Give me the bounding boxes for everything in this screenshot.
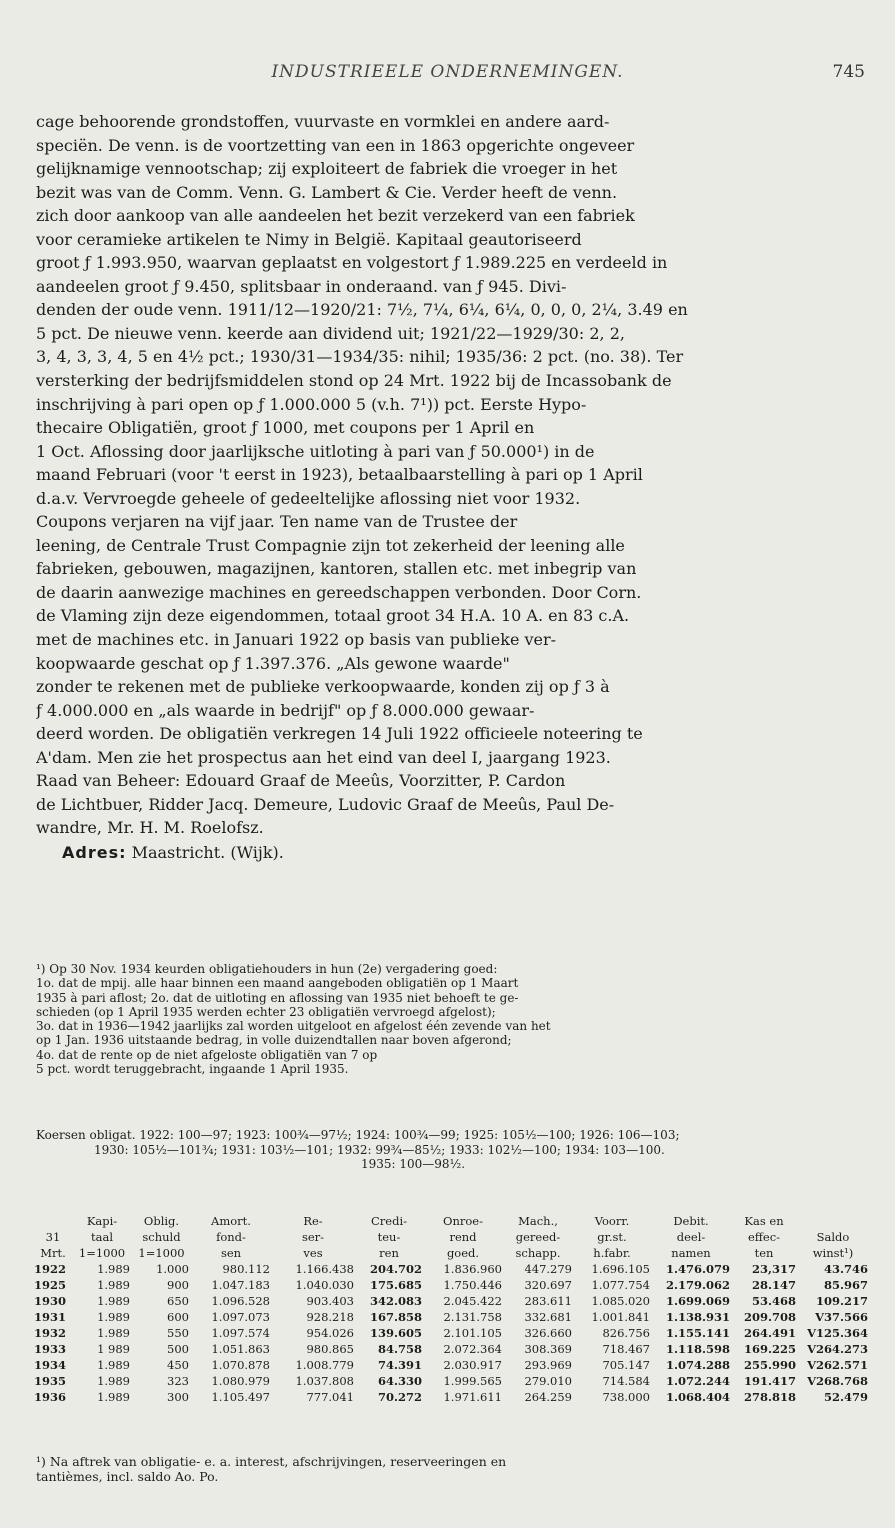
table-cell: 1.971.611	[443, 1390, 502, 1404]
text-line: d.a.v. Vervroegde geheele of gedeeltelijke aflossing niet voor 1932.	[36, 488, 581, 508]
table-cell: 447.279	[524, 1262, 572, 1276]
footnote-line: 1o. dat de mpij. alle haar binnen een maand aangeboden obligatiën op 1 Maart	[36, 976, 519, 991]
table-cell: 954.026	[306, 1326, 354, 1340]
table-row	[34, 1389, 868, 1405]
table-cell: 1936	[34, 1390, 67, 1404]
text-line: leening, de Centrale Trust Compagnie zijn tot zekerheid der leening alle	[36, 535, 625, 555]
table-row	[34, 1325, 868, 1341]
table-header-cell: Onroe-	[443, 1214, 483, 1228]
text-line: zonder te rekenen met de publieke verkoopwaarde, konden zij op ƒ 3 à	[36, 677, 610, 697]
text-line: Coupons verjaren na vijf jaar. Ten name van de Trustee der	[36, 512, 518, 532]
table-cell: V268.768	[807, 1374, 868, 1388]
table-footnote	[36, 1454, 868, 1484]
table-cell: 2.072.364	[443, 1342, 502, 1356]
table-header-cell: Kas en	[744, 1214, 784, 1228]
body-text	[36, 110, 866, 866]
table-cell: 1.989	[97, 1310, 130, 1324]
table-header-cell: Saldo	[816, 1230, 850, 1244]
table-cell: V264.273	[807, 1342, 868, 1356]
text-line: de Vlaming zijn deze eigendommen, totaal groot 34 H.A. 10 A. en 83 c.A.	[36, 606, 630, 626]
table-cell: 52.479	[823, 1390, 868, 1404]
table-cell: 53.468	[751, 1294, 796, 1308]
table-cell: 777.041	[306, 1390, 354, 1404]
table-cell: 1922	[34, 1262, 67, 1276]
text-line: koopwaarde geschat op ƒ 1.397.376. „Als gewone waarde"	[36, 653, 510, 673]
table-cell: 980.865	[306, 1342, 354, 1356]
table-row	[34, 1261, 868, 1277]
text-line: zich door aankoop van alle aandeelen het bezit verzekerd van een fabriek	[36, 206, 635, 226]
table-cell: 1935	[34, 1374, 67, 1388]
table-cell: 323	[167, 1374, 189, 1388]
table-cell: 204.702	[369, 1262, 422, 1276]
table-header-cell: effec-	[747, 1230, 781, 1244]
text-line: bezit was van de Comm. Venn. G. Lambert & Cie. Verder heeft de venn.	[36, 182, 618, 202]
table-cell: 1.155.141	[665, 1326, 730, 1340]
table-cell: 550	[167, 1326, 189, 1340]
table-cell: 74.391	[377, 1358, 422, 1372]
table-cell: 2.045.422	[443, 1294, 502, 1308]
table-header-cell: winst¹)	[812, 1246, 854, 1260]
table-cell: V37.566	[815, 1310, 868, 1324]
footnote-line: 3o. dat in 1936—1942 jaarlijks zal worden uitgeloot en afgelost één zevende van het	[36, 1019, 551, 1034]
table-cell: 209.708	[743, 1310, 796, 1324]
text-line: wandre, Mr. H. M. Roelofsz.	[36, 818, 264, 838]
table-footnote-line: ¹) Na aftrek van obligatie- e. a. interest, afschrijvingen, reserveeringen en	[36, 1454, 507, 1469]
table-header-cell: h.fabr.	[593, 1246, 631, 1260]
table-cell: 1.118.598	[665, 1342, 730, 1356]
table-cell: 718.467	[602, 1342, 650, 1356]
table-header-cell: Oblig.	[143, 1214, 180, 1228]
table-cell: 600	[167, 1310, 189, 1324]
table-cell: 1.085.020	[591, 1294, 650, 1308]
table-cell: 1.096.528	[211, 1294, 270, 1308]
table-cell: 1.077.754	[591, 1278, 650, 1292]
table-header-cell: ren	[379, 1246, 399, 1260]
table-header-cell: 31	[45, 1230, 61, 1244]
table-cell: 255.990	[743, 1358, 796, 1372]
table-header-row	[34, 1229, 868, 1245]
table-cell: 2.131.758	[443, 1310, 502, 1324]
table-cell: 1.989	[97, 1294, 130, 1308]
table-cell: 1.989	[97, 1374, 130, 1388]
table-cell: 1931	[34, 1310, 67, 1324]
table-cell: 169.225	[743, 1342, 796, 1356]
table-header-cell: gr.st.	[597, 1230, 627, 1244]
table-header-cell: Credi-	[370, 1214, 408, 1228]
table-cell: 1.000	[156, 1262, 189, 1276]
table-header-cell: 1=1000	[138, 1246, 185, 1260]
table-header-cell: schapp.	[515, 1246, 561, 1260]
table-cell: 1.166.438	[295, 1262, 354, 1276]
table-cell: 1.080.979	[211, 1374, 270, 1388]
table-row	[34, 1309, 868, 1325]
balance-table	[34, 1213, 868, 1405]
footnote-line: 4o. dat de rente op de niet afgeloste obligatiën van 7 op	[36, 1047, 378, 1062]
table-header-cell: ves	[303, 1246, 323, 1260]
table-cell: 450	[167, 1358, 189, 1372]
footnote-line: schieden (op 1 April 1935 werden echter 23 obligatiën vervroegd afgelost);	[36, 1004, 496, 1019]
table-footnote-line: tantièmes, incl. saldo Ao. Po.	[36, 1469, 219, 1484]
table-cell: 1925	[34, 1278, 67, 1292]
text-line: versterking der bedrijfsmiddelen stond op 24 Mrt. 1922 bij de Incassobank de	[36, 371, 672, 391]
table-cell: 1.001.841	[591, 1310, 650, 1324]
footnote-block	[36, 962, 868, 1076]
text-line: Raad van Beheer: Edouard Graaf de Meeûs, Voorzitter, P. Cardon	[36, 771, 566, 791]
table-cell: 1.051.863	[211, 1342, 270, 1356]
address-value: Maastricht. (Wijk).	[131, 842, 284, 862]
table-header-cell: 1=1000	[78, 1246, 126, 1260]
table-cell: 283.611	[524, 1294, 572, 1308]
table-cell: 109.217	[815, 1294, 868, 1308]
table-cell: 85.967	[823, 1278, 868, 1292]
footnote-line: 5 pct. wordt teruggebracht, ingaande 1 April 1935.	[36, 1062, 349, 1077]
table-header-cell: gereed-	[515, 1230, 561, 1244]
text-line: voor ceramieke artikelen te Nimy in België. Kapitaal geautoriseerd	[36, 229, 582, 249]
table-cell: 1.074.288	[665, 1358, 730, 1372]
table-header-cell: namen	[671, 1246, 711, 1260]
table-cell: 332.681	[524, 1310, 572, 1324]
text-line: de Lichtbuer, Ridder Jacq. Demeure, Ludovic Graaf de Meeûs, Paul De-	[36, 794, 615, 814]
text-line: groot ƒ 1.993.950, waarvan geplaatst en volgestort ƒ 1.989.225 en verdeeld in	[36, 253, 668, 273]
table-header-cell: taal	[90, 1230, 113, 1244]
table-cell: 928.218	[306, 1310, 354, 1324]
table-cell: 705.147	[602, 1358, 650, 1372]
table-cell: 43.746	[823, 1262, 868, 1276]
table-cell: 903.403	[306, 1294, 354, 1308]
table-cell: 28.147	[751, 1278, 796, 1292]
table-header-cell: Mrt.	[40, 1246, 66, 1260]
table-cell: 320.697	[524, 1278, 572, 1292]
table-cell: 1.068.404	[665, 1390, 730, 1404]
table-cell: 139.605	[369, 1326, 422, 1340]
address-line	[36, 840, 866, 866]
table-cell: 1.989	[97, 1390, 130, 1404]
table-cell: 1 989	[97, 1342, 130, 1356]
table-cell: 826.756	[602, 1326, 650, 1340]
table-cell: 1.105.497	[211, 1390, 270, 1404]
table-cell: 2.179.062	[665, 1278, 730, 1292]
text-line: inschrijving à pari open op ƒ 1.000.000 5 (v.h. 7¹)) pct. Eerste Hypo-	[36, 394, 587, 414]
table-cell: 1.097.073	[211, 1310, 270, 1324]
text-line: ƒ 4.000.000 en „als waarde in bedrijf" op ƒ 8.000.000 gewaar-	[36, 700, 535, 720]
table-header-cell: deel-	[676, 1230, 706, 1244]
address-label: Adres:	[62, 842, 127, 862]
quote-line: 1935: 100—98½.	[361, 1157, 466, 1171]
table-header-cell: sen	[220, 1246, 242, 1260]
table-cell: 1.989	[97, 1278, 130, 1292]
table-cell: 167.858	[369, 1310, 422, 1324]
table-cell: 1.008.779	[295, 1358, 354, 1372]
table-header-row	[34, 1213, 868, 1229]
table-cell: 279.010	[524, 1374, 572, 1388]
table-cell: 980.112	[222, 1262, 270, 1276]
table-cell: 1.989	[97, 1358, 130, 1372]
table-cell: 738.000	[602, 1390, 650, 1404]
table-header-cell: Voorr.	[594, 1214, 630, 1228]
table-cell: 23,317	[751, 1262, 796, 1276]
table-cell: 1.696.105	[591, 1262, 650, 1276]
table-cell: 500	[167, 1342, 189, 1356]
table-cell: 1.070.878	[211, 1358, 270, 1372]
table-row	[34, 1293, 868, 1309]
table-cell: 342.083	[369, 1294, 422, 1308]
table-cell: 1930	[34, 1294, 67, 1308]
footnote-line: op 1 Jan. 1936 uitstaande bedrag, in volle duizendtallen naar boven afgerond;	[36, 1033, 512, 1048]
table-cell: 1.989	[97, 1326, 130, 1340]
table-cell: 1.097.574	[211, 1326, 270, 1340]
table-cell: V262.571	[807, 1358, 868, 1372]
table-cell: 264.491	[743, 1326, 796, 1340]
table-cell: 1.037.808	[295, 1374, 354, 1388]
text-line: de daarin aanwezige machines en gereedschappen verbonden. Door Corn.	[36, 582, 642, 602]
table-cell: 326.660	[524, 1326, 572, 1340]
table-row	[34, 1373, 868, 1389]
text-line: 5 pct. De nieuwe venn. keerde aan dividend uit; 1921/22—1929/30: 2, 2,	[36, 323, 625, 343]
table-cell: 1934	[34, 1358, 67, 1372]
table-cell: 293.969	[524, 1358, 572, 1372]
table-cell: 2.030.917	[443, 1358, 502, 1372]
page-number: 745	[832, 62, 865, 82]
bond-quotes	[36, 1128, 868, 1172]
table-header-cell: Re-	[303, 1214, 323, 1228]
table-cell: 64.330	[377, 1374, 422, 1388]
table-cell: 714.584	[602, 1374, 650, 1388]
table-header-cell: Amort.	[211, 1214, 251, 1228]
table-header-cell: fond-	[216, 1230, 246, 1244]
running-header	[0, 62, 895, 86]
text-line: speciën. De venn. is de voortzetting van een in 1863 opgerichte ongeveer	[36, 135, 635, 155]
table-header-cell: Debit.	[673, 1214, 709, 1228]
quote-line: Koersen obligat. 1922: 100—97; 1923: 100¾—97½; 1924: 100¾—99; 1925: 105½—100; 1926: 106—103;	[36, 1128, 680, 1142]
text-line: thecaire Obligatiën, groot ƒ 1000, met coupons per 1 April en	[36, 418, 535, 438]
running-title: INDUSTRIEELE ONDERNEMINGEN.	[271, 62, 624, 82]
table-cell: 2.101.105	[443, 1326, 502, 1340]
table-cell: 1.040.030	[295, 1278, 354, 1292]
text-line: 3, 4, 3, 3, 4, 5 en 4½ pct.; 1930/31—1934/35: nihil; 1935/36: 2 pct. (no. 38). Ter	[36, 347, 684, 367]
table-row	[34, 1341, 868, 1357]
table-cell: 1.699.069	[665, 1294, 730, 1308]
table-header-cell: rend	[449, 1230, 477, 1244]
table-header-cell: teu-	[377, 1230, 401, 1244]
text-line: maand Februari (voor 't eerst in 1923), betaalbaarstelling à pari op 1 April	[36, 465, 643, 485]
text-line: aandeelen groot ƒ 9.450, splitsbaar in onderaand. van ƒ 945. Divi-	[36, 276, 567, 296]
table-cell: 308.369	[524, 1342, 572, 1356]
text-line: cage behoorende grondstoffen, vuurvaste en vormklei en andere aard-	[36, 112, 610, 131]
text-line: 1 Oct. Aflossing door jaarlijksche uitloting à pari van ƒ 50.000¹) in de	[36, 441, 595, 461]
table-cell: 175.685	[369, 1278, 422, 1292]
table-header-cell: ser-	[301, 1230, 325, 1244]
table-header-cell: goed.	[446, 1246, 480, 1260]
table-cell: 191.417	[743, 1374, 796, 1388]
table-cell: 1.047.183	[211, 1278, 270, 1292]
footnote-line: ¹) Op 30 Nov. 1934 keurden obligatiehouders in hun (2e) vergadering goed:	[36, 962, 498, 976]
table-cell: 1.138.931	[665, 1310, 730, 1324]
quote-line: 1930: 105½—101¾; 1931: 103½—101; 1932: 99¾—85½; 1933: 102½—100; 1934: 103—100.	[94, 1142, 665, 1157]
table-header-row	[34, 1245, 868, 1261]
table-cell: 1.750.446	[443, 1278, 502, 1292]
footnote-line: 1935 à pari aflost; 2o. dat de uitloting en aflossing van 1935 niet behoeft te ge-	[36, 990, 519, 1005]
table-cell: 1932	[34, 1326, 67, 1340]
text-line: fabrieken, gebouwen, magazijnen, kantoren, stallen etc. met inbegrip van	[36, 559, 637, 579]
table-cell: 1.999.565	[443, 1374, 502, 1388]
table-cell: 264.259	[524, 1390, 572, 1404]
table-row	[34, 1357, 868, 1373]
table-cell: 1.072.244	[665, 1374, 730, 1388]
table-cell: 900	[167, 1278, 189, 1292]
table-row	[34, 1277, 868, 1293]
table-cell: 84.758	[377, 1342, 422, 1356]
text-line: deerd worden. De obligatiën verkregen 14 Juli 1922 officieele noteering te	[36, 724, 643, 744]
table-header-cell: schuld	[142, 1230, 181, 1244]
table-cell: 300	[167, 1390, 189, 1404]
text-line: gelijknamige vennootschap; zij exploiteert de fabriek die vroeger in het	[36, 159, 618, 179]
table-header-cell: ten	[754, 1246, 774, 1260]
table-cell: 1933	[34, 1342, 67, 1356]
table-cell: 1.836.960	[443, 1262, 502, 1276]
table-cell: V125.364	[807, 1326, 868, 1340]
text-line: A'dam. Men zie het prospectus aan het eind van deel I, jaargang 1923.	[36, 747, 611, 767]
table-cell: 650	[167, 1294, 189, 1308]
table-cell: 278.818	[743, 1390, 796, 1404]
text-line: denden der oude venn. 1911/12—1920/21: 7½, 7¼, 6¼, 6¼, 0, 0, 0, 2¼, 3.49 en	[36, 300, 688, 320]
table-header-cell: Mach.,	[518, 1214, 558, 1228]
table-cell: 1.476.079	[665, 1262, 730, 1276]
table-cell: 70.272	[377, 1390, 422, 1404]
text-line: met de machines etc. in Januari 1922 op basis van publieke ver-	[36, 630, 557, 650]
table-cell: 1.989	[97, 1262, 130, 1276]
table-header-cell: Kapi-	[86, 1214, 118, 1228]
